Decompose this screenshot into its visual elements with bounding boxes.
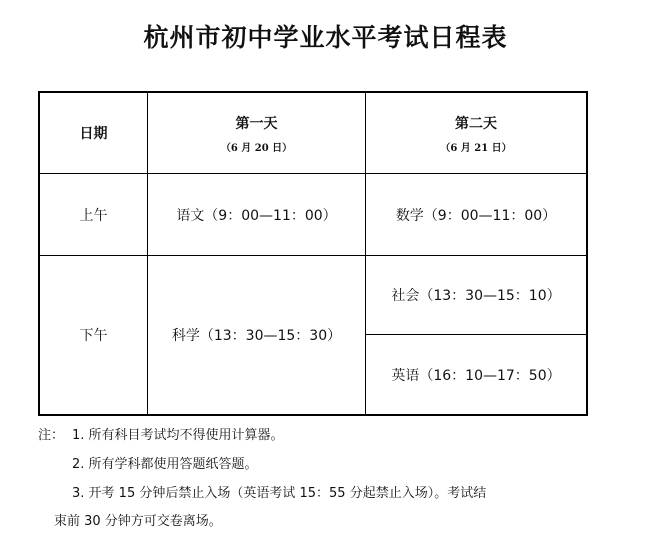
afternoon-day2-first-cell [366, 256, 586, 334]
afternoon-day1-cell [148, 256, 365, 414]
header-date-label: 日期 [79, 126, 108, 142]
page-title: 杭州市初中学业水平考试日程表 [143, 23, 508, 52]
morning-label-cell [40, 174, 147, 255]
morning-day2-cell [366, 174, 586, 255]
note-item-3-line-2: 束前 30 分钟方可交卷离场。 [54, 514, 222, 529]
header-day1-cell [148, 93, 365, 173]
schedule-table [38, 91, 588, 416]
note-item-1: 1. 所有科目考试均不得使用计算器。 [72, 428, 284, 443]
social-exam-time: 社会（13：30—15：10） [391, 288, 561, 304]
header-day2-date: （6 月 21 日） [440, 142, 512, 154]
afternoon-label-cell [40, 256, 147, 414]
header-day2-label: 第二天 [455, 115, 497, 132]
science-exam-time: 科学（13：30—15：30） [171, 328, 342, 344]
morning-day1-cell [148, 174, 365, 255]
notes-prefix: 注： [38, 428, 65, 443]
math-exam-time: 数学（9：00—11：00） [395, 207, 557, 224]
header-day2-cell [366, 93, 586, 173]
morning-label: 上午 [79, 207, 108, 224]
english-exam-time: 英语（16：10—17：50） [391, 367, 561, 384]
afternoon-label: 下午 [79, 328, 108, 344]
note-item-3-line-1: 3. 开考 15 分钟后禁止入场（英语考试 15：55 分起禁止入场）。考试结 [72, 486, 487, 501]
afternoon-day2-second-cell [366, 335, 586, 414]
chinese-exam-time: 语文（9：00—11：00） [176, 207, 337, 224]
note-item-2: 2. 所有学科都使用答题纸答题。 [72, 457, 258, 472]
header-day1-date: （6 月 20 日） [220, 142, 293, 154]
header-day1-label: 第一天 [235, 115, 278, 132]
header-date-cell [40, 93, 147, 173]
